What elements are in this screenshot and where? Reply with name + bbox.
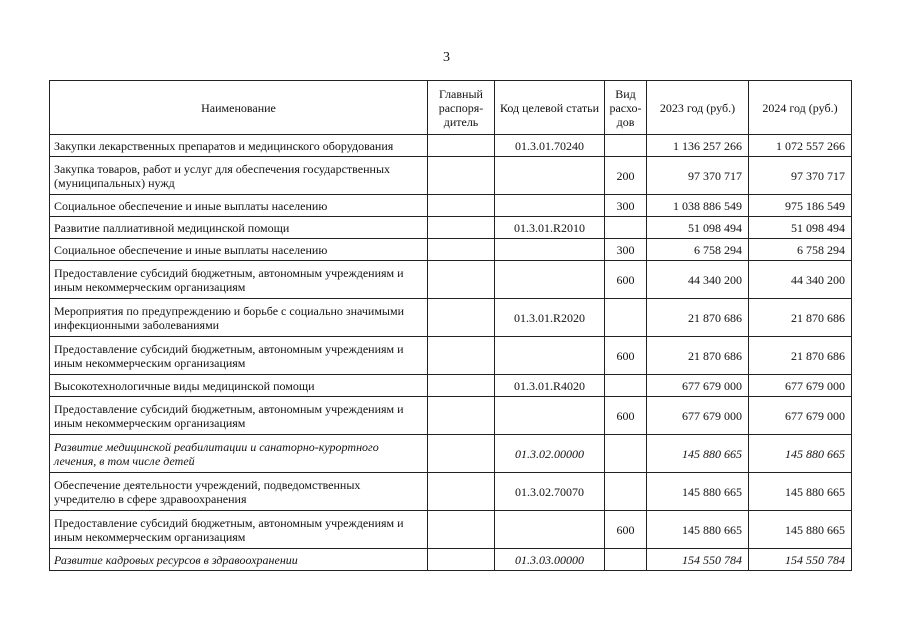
table-row [50,375,852,397]
cell-2024: 21 870 686 [749,299,852,337]
table-row [50,135,852,157]
cell-name: Высокотехнологичные виды медицинской помощи [50,375,428,397]
header-name: Наименование [50,81,428,135]
cell-2024: 44 340 200 [749,261,852,299]
table-row [50,299,852,337]
table-row [50,157,852,195]
cell-2023: 51 098 494 [647,217,749,239]
cell-2024: 154 550 784 [749,549,852,571]
table-row [50,473,852,511]
cell-code [495,337,605,375]
cell-manager [428,473,495,511]
cell-manager [428,337,495,375]
table-row [50,397,852,435]
cell-2024: 677 679 000 [749,375,852,397]
table-row [50,549,852,571]
table-row [50,511,852,549]
cell-expense-type [605,217,647,239]
cell-expense-type: 600 [605,511,647,549]
cell-2024: 145 880 665 [749,473,852,511]
cell-expense-type: 600 [605,337,647,375]
cell-expense-type: 200 [605,157,647,195]
cell-2023: 44 340 200 [647,261,749,299]
cell-manager [428,135,495,157]
cell-expense-type [605,435,647,473]
cell-2023: 677 679 000 [647,397,749,435]
cell-2024: 21 870 686 [749,337,852,375]
cell-expense-type: 300 [605,239,647,261]
cell-name: Предоставление субсидий бюджетным, автономным учреждениям и иным некоммерческим организациям [50,337,428,375]
cell-manager [428,195,495,217]
cell-manager [428,299,495,337]
cell-2024: 145 880 665 [749,511,852,549]
cell-2023: 1 038 886 549 [647,195,749,217]
cell-manager [428,397,495,435]
cell-2023: 145 880 665 [647,473,749,511]
cell-name: Предоставление субсидий бюджетным, автономным учреждениям и иным некоммерческим организациям [50,261,428,299]
cell-2023: 154 550 784 [647,549,749,571]
header-manager: Главный распоря- дитель [428,81,495,135]
cell-code: 01.3.01.R2020 [495,299,605,337]
cell-code: 01.3.01.R4020 [495,375,605,397]
cell-2024: 97 370 717 [749,157,852,195]
cell-name: Закупка товаров, работ и услуг для обеспечения государственных (муниципальных) нужд [50,157,428,195]
cell-2023: 97 370 717 [647,157,749,195]
table-row [50,261,852,299]
cell-2023: 677 679 000 [647,375,749,397]
cell-expense-type: 600 [605,397,647,435]
header-2024: 2024 год (руб.) [749,81,852,135]
cell-name: Предоставление субсидий бюджетным, автономным учреждениям и иным некоммерческим организациям [50,397,428,435]
cell-2023: 21 870 686 [647,299,749,337]
cell-code [495,397,605,435]
cell-code [495,157,605,195]
table-row [50,435,852,473]
header-code: Код целевой статьи [495,81,605,135]
cell-code: 01.3.03.00000 [495,549,605,571]
cell-manager [428,261,495,299]
cell-2023: 145 880 665 [647,511,749,549]
cell-code: 01.3.01.70240 [495,135,605,157]
cell-manager [428,239,495,261]
cell-2023: 145 880 665 [647,435,749,473]
cell-2023: 6 758 294 [647,239,749,261]
cell-2023: 21 870 686 [647,337,749,375]
cell-name: Развитие кадровых ресурсов в здравоохранении [50,549,428,571]
cell-expense-type [605,375,647,397]
cell-2024: 6 758 294 [749,239,852,261]
header-2023: 2023 год (руб.) [647,81,749,135]
cell-2024: 145 880 665 [749,435,852,473]
cell-name: Закупки лекарственных препаратов и медицинского оборудования [50,135,428,157]
cell-name: Социальное обеспечение и иные выплаты населению [50,239,428,261]
cell-code: 01.3.01.R2010 [495,217,605,239]
cell-code [495,261,605,299]
cell-manager [428,435,495,473]
cell-expense-type: 300 [605,195,647,217]
cell-code: 01.3.02.00000 [495,435,605,473]
cell-expense-type [605,299,647,337]
cell-2024: 677 679 000 [749,397,852,435]
cell-2023: 1 136 257 266 [647,135,749,157]
cell-expense-type [605,135,647,157]
cell-expense-type [605,473,647,511]
page-number: 3 [443,50,450,65]
table-row [50,217,852,239]
cell-expense-type [605,549,647,571]
table-row [50,239,852,261]
cell-manager [428,157,495,195]
cell-code [495,239,605,261]
cell-name: Социальное обеспечение и иные выплаты населению [50,195,428,217]
cell-manager [428,217,495,239]
cell-manager [428,549,495,571]
cell-2024: 51 098 494 [749,217,852,239]
header-expense-type: Вид расхо- дов [605,81,647,135]
cell-name: Развитие медицинской реабилитации и санаторно-курортного лечения, в том числе детей [50,435,428,473]
cell-code: 01.3.02.70070 [495,473,605,511]
cell-name: Предоставление субсидий бюджетным, автономным учреждениям и иным некоммерческим организациям [50,511,428,549]
cell-manager [428,375,495,397]
cell-2024: 1 072 557 266 [749,135,852,157]
cell-2024: 975 186 549 [749,195,852,217]
cell-code [495,511,605,549]
cell-name: Мероприятия по предупреждению и борьбе с социально значимыми инфекционными заболеваниями [50,299,428,337]
cell-manager [428,511,495,549]
table-row [50,337,852,375]
table-header-row [50,81,852,135]
cell-name: Развитие паллиативной медицинской помощи [50,217,428,239]
cell-expense-type: 600 [605,261,647,299]
budget-table [49,80,852,571]
table-row [50,195,852,217]
cell-code [495,195,605,217]
cell-name: Обеспечение деятельности учреждений, подведомственных учредителю в сфере здравоохранения [50,473,428,511]
